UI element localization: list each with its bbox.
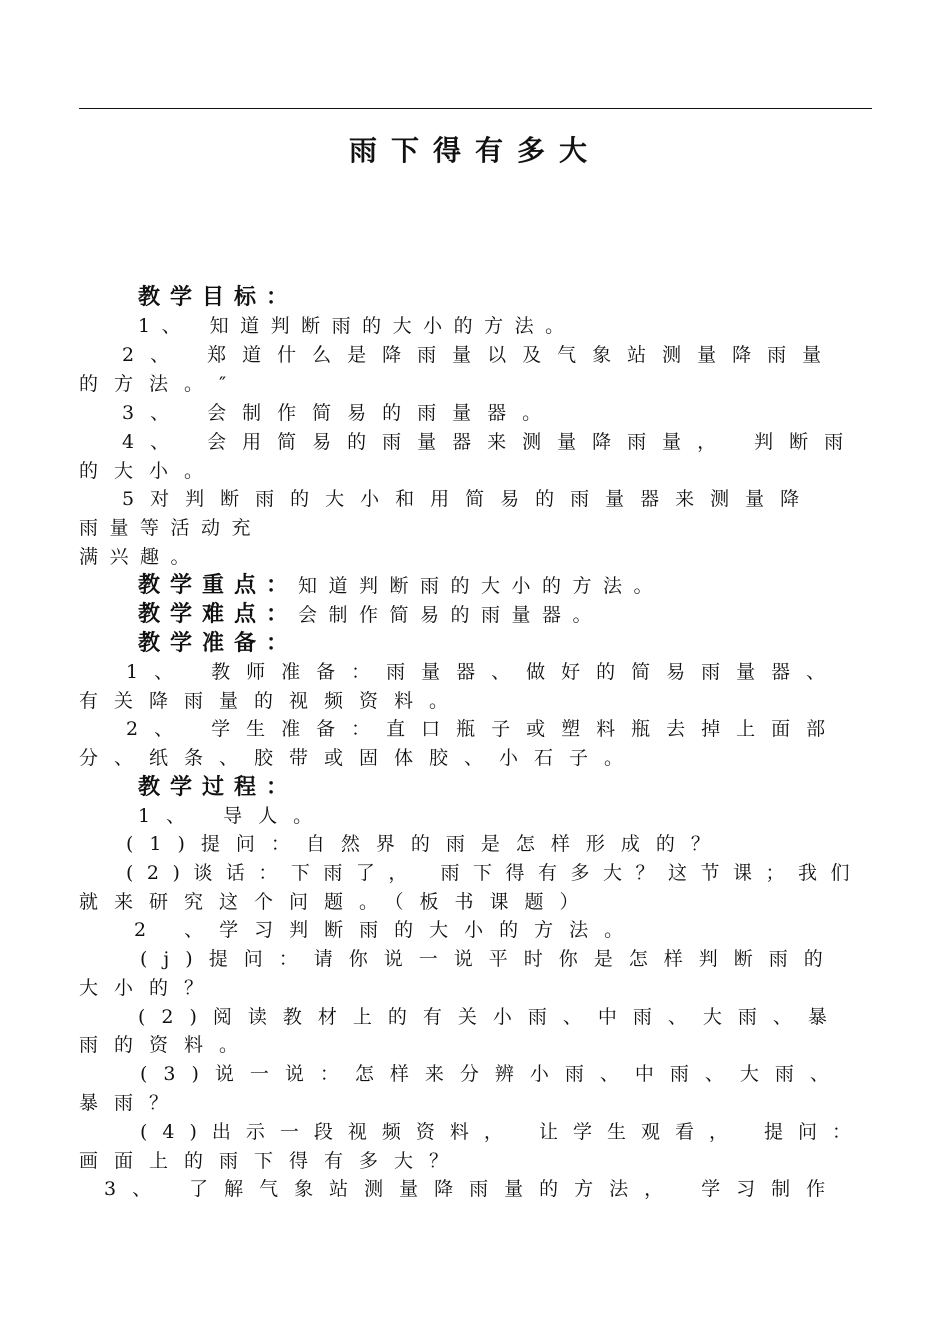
- body-line: 5对判断雨的大小和用简易的雨量器来测量降: [122, 488, 816, 510]
- body-line: 1、 知道判断雨的大小的方法。: [138, 315, 576, 337]
- body-line: 分、纸条、胶带或固体胶、小石子。: [79, 747, 640, 769]
- heading-preparation: 教学准备：: [138, 630, 299, 656]
- heading-key-points: [138, 572, 872, 599]
- body-line: 雨量等活动充: [79, 517, 263, 539]
- body-line: 满兴趣。: [79, 546, 202, 568]
- body-line: 2、 学生准备：直口瓶子或塑料瓶去掉上面部: [126, 718, 842, 740]
- body-line: (2)阅读教材上的有关小雨、中雨、大雨、暴: [138, 1006, 843, 1028]
- heading-objectives: 教学目标：: [138, 284, 299, 310]
- body-line: 1、 导人。: [138, 805, 329, 827]
- body-line: 3、 了解气象站测量降雨量的方法， 学习制作: [104, 1178, 842, 1200]
- body-line: 2 、学习判断雨的大小的方法。: [134, 919, 640, 941]
- difficulties-value: 会制作简易的雨量器。: [298, 604, 604, 626]
- heading-process: 教学过程：: [138, 774, 299, 800]
- body-line: (3)说一说：怎样来分辨小雨、中雨、大雨、: [140, 1063, 845, 1085]
- body-line: 4、 会用简易的雨量器来测量降雨量， 判断雨: [122, 431, 860, 453]
- body-line: 3、 会制作简易的雨量器。: [122, 402, 558, 424]
- body-line: 就来研究这个问题。（板书课题）: [79, 891, 595, 913]
- body-line: 的大小。: [79, 460, 220, 482]
- body-line: (4)出示一段视频资料， 让学生观看， 提问：: [140, 1121, 866, 1143]
- body-line: (2)谈话：下雨了， 雨下得有多大？这节课；我们: [126, 862, 863, 884]
- body-line: 有关降雨量的视频资料。: [79, 690, 465, 712]
- body-line: 的方法。″: [79, 373, 243, 395]
- key-points-label: 教学重点：: [138, 572, 299, 598]
- body-line: 大小的？: [79, 977, 220, 999]
- difficulties-label: 教学难点：: [138, 601, 299, 627]
- body-line: 1、 教师准备：雨量器、做好的简易雨量器、: [126, 661, 842, 683]
- body-line: 暴雨？: [79, 1092, 185, 1114]
- body-line: 2、 郑道什么是降雨量以及气象站测量降雨量: [122, 344, 838, 366]
- body-line: (1)提问：自然界的雨是怎样形成的？: [126, 833, 726, 855]
- document-title: 雨下得有多大: [348, 134, 601, 167]
- heading-difficulties: [138, 601, 872, 628]
- body-line: 雨的资料。: [79, 1034, 255, 1056]
- key-points-value: 知道判断雨的大小的方法。: [298, 575, 665, 597]
- header-rule: [79, 108, 872, 109]
- body-line: (j)提问：请你说一说平时你是怎样判断雨的: [140, 948, 839, 970]
- body-line: 画面上的雨下得有多大？: [79, 1150, 465, 1172]
